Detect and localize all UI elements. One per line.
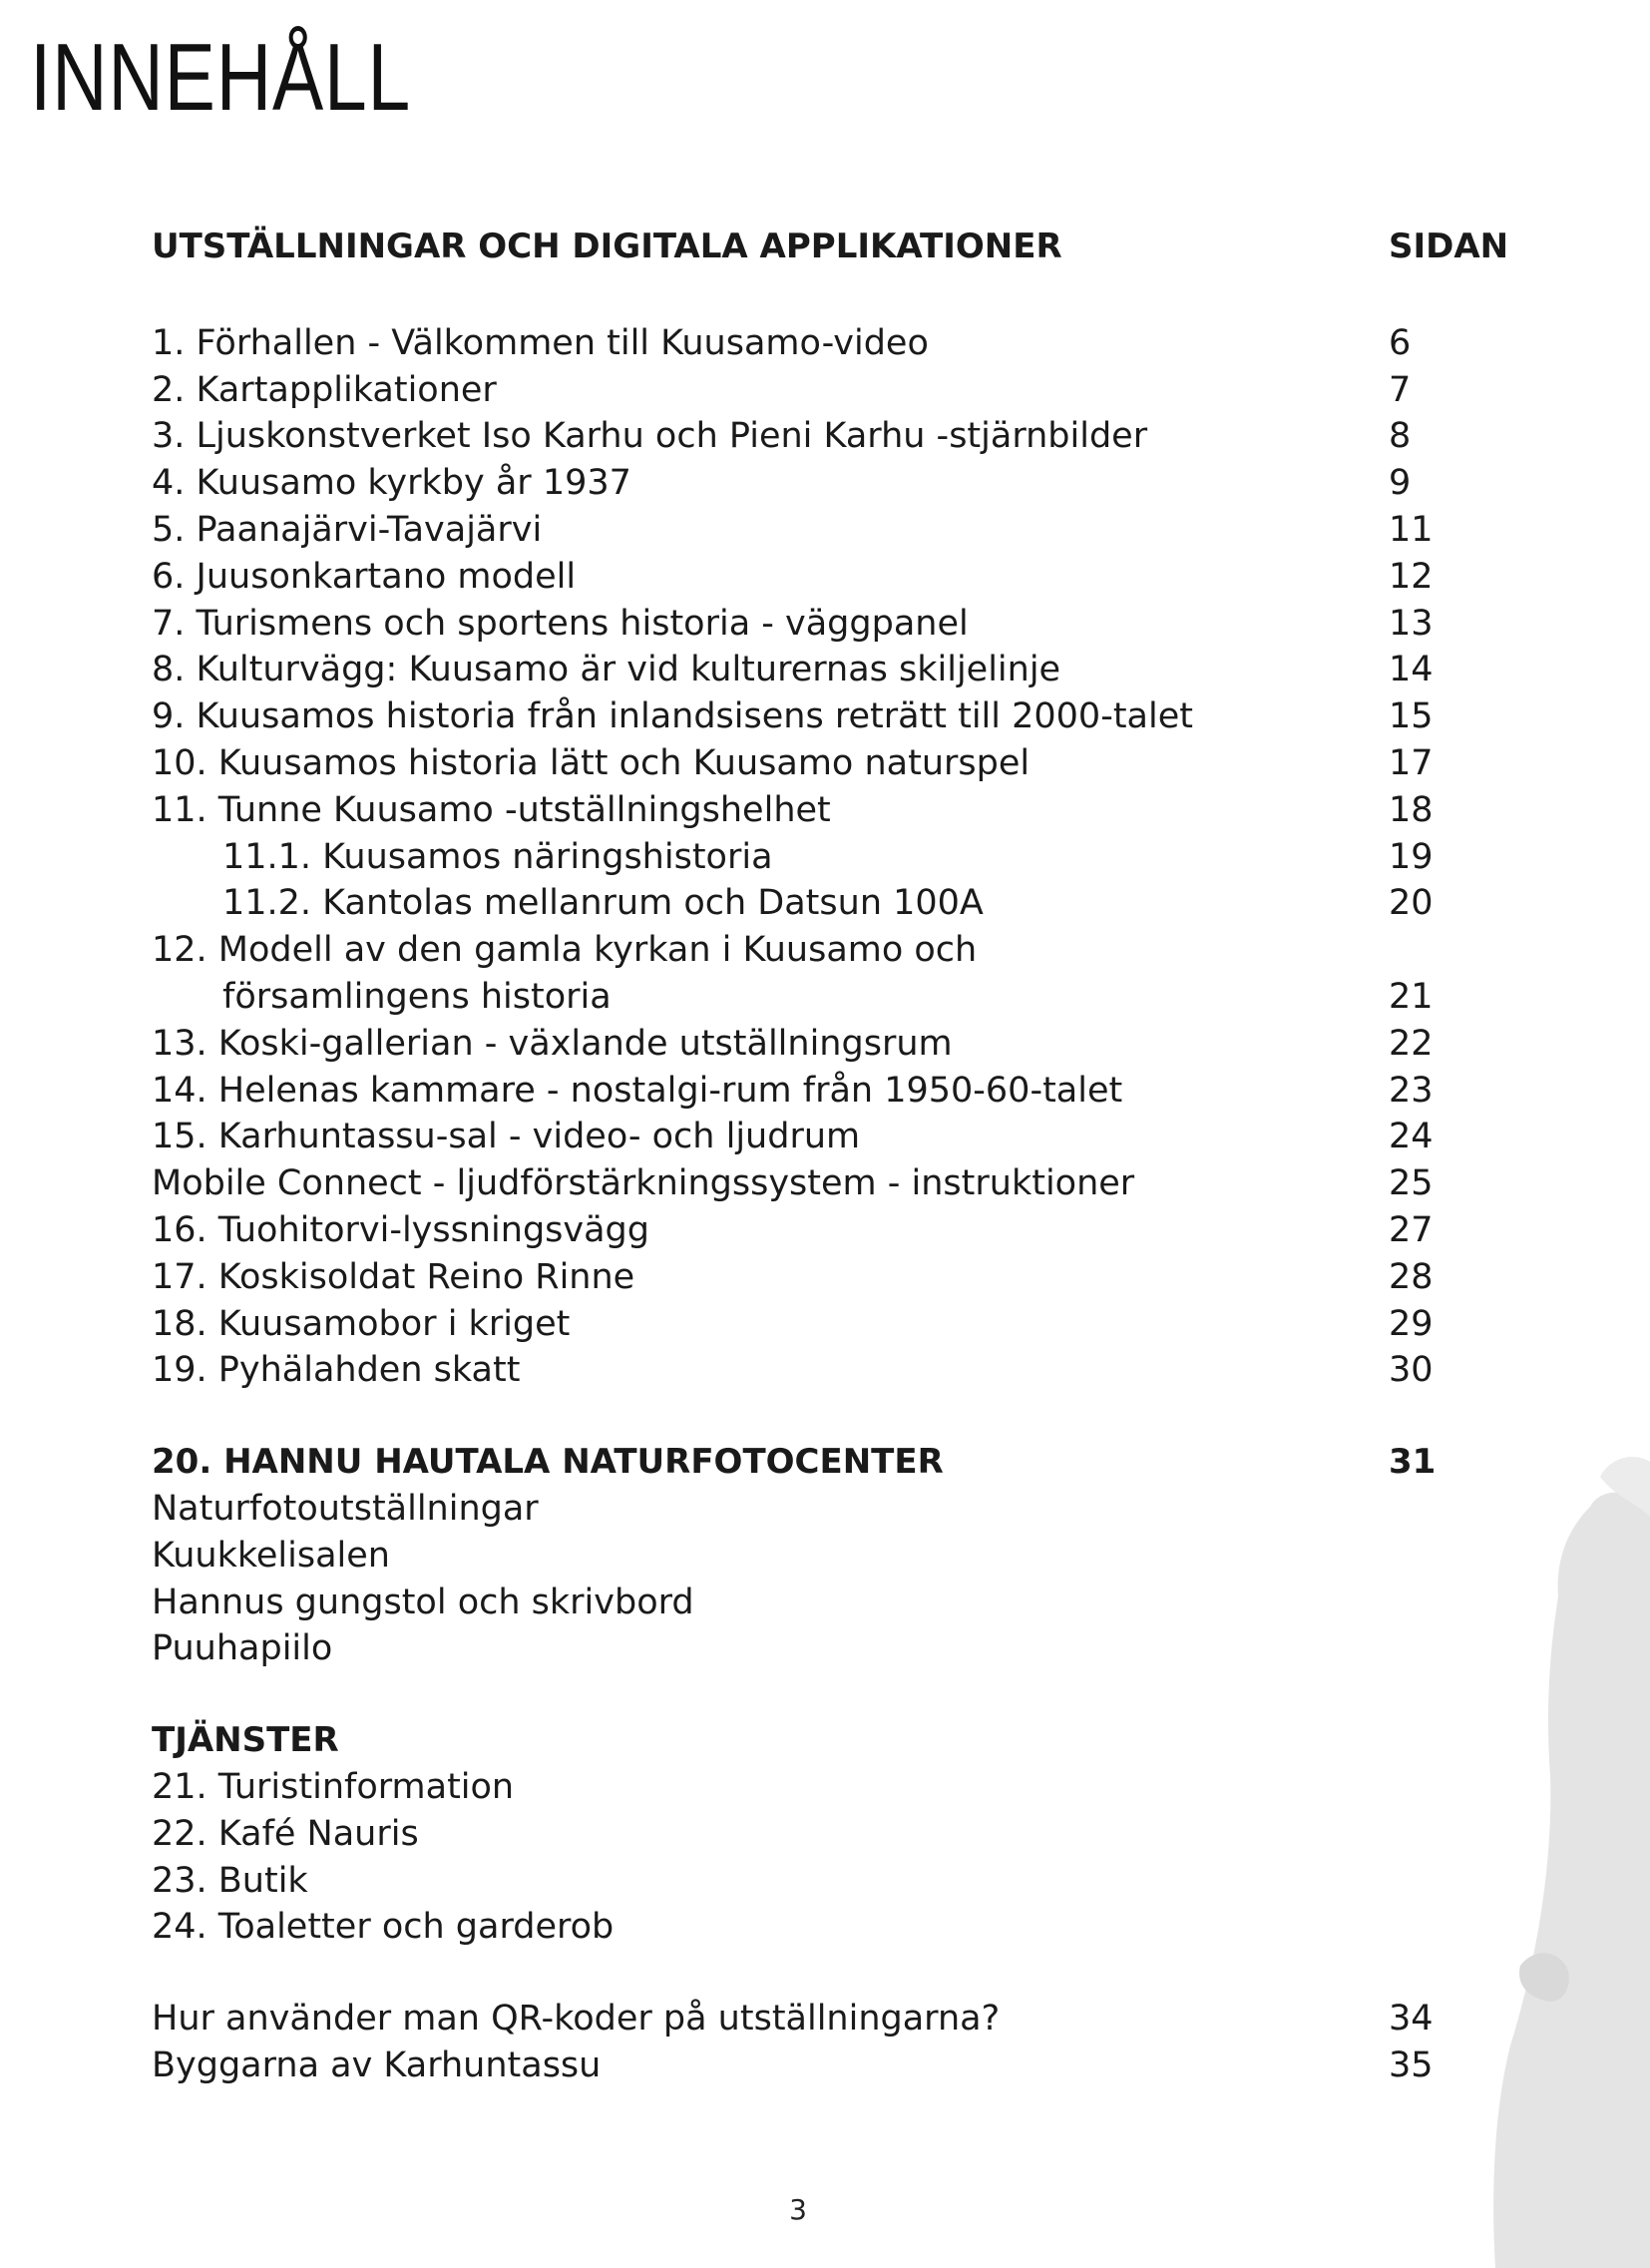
table-of-contents	[152, 224, 1513, 2089]
toc-entry	[152, 1021, 1513, 1068]
toc-page-number: 34	[1389, 1999, 1434, 2040]
toc-page-number: 14	[1389, 650, 1434, 690]
toc-page-number: 8	[1389, 416, 1412, 457]
toc-entry-title: 6. Juusonkartano modell	[152, 556, 577, 597]
toc-page-number: 22	[1389, 1023, 1434, 1064]
toc-entry	[152, 787, 1513, 834]
toc-entry-title: 15. Karhuntassu-sal - video- och ljudrum	[152, 1117, 861, 1157]
section-header-services	[152, 1717, 1513, 1764]
toc-page-number: 25	[1389, 1163, 1434, 1204]
toc-entry-title: 21. Turistinformation	[152, 1766, 515, 1807]
toc-entry	[152, 740, 1513, 787]
toc-page-number: 23	[1389, 1070, 1434, 1111]
toc-page-number: 9	[1389, 463, 1412, 504]
toc-page-number: 31	[1389, 1442, 1437, 1483]
toc-page-number: 17	[1389, 742, 1434, 783]
toc-entry	[152, 1347, 1513, 1394]
toc-entry-title: 11. Tunne Kuusamo -utställningshelhet	[152, 789, 831, 830]
section-header-nature-photo-center	[152, 1439, 1513, 1486]
toc-entry	[152, 460, 1513, 507]
exhibition-list	[152, 320, 1513, 1394]
toc-entry-title: Hur använder man QR-koder på utställningarna?	[152, 1999, 1001, 2040]
toc-page-number: 21	[1389, 976, 1434, 1017]
toc-entry	[152, 601, 1513, 648]
toc-entry	[152, 1533, 1513, 1580]
toc-entry-title: Naturfotoutställningar	[152, 1488, 539, 1529]
toc-entry-title: 12. Modell av den gamla kyrkan i Kuusamo och	[152, 930, 978, 971]
toc-entry	[152, 1160, 1513, 1207]
toc-entry	[152, 647, 1513, 693]
toc-entry	[152, 693, 1513, 740]
page-number: 3	[789, 2193, 807, 2226]
toc-page-number: 28	[1389, 1256, 1434, 1297]
toc-page-number: 30	[1389, 1350, 1434, 1391]
services-list	[152, 1764, 1513, 1951]
toc-entry	[152, 554, 1513, 601]
toc-entry	[152, 1486, 1513, 1533]
toc-entry	[152, 1625, 1513, 1672]
toc-entry-title: Byggarna av Karhuntassu	[152, 2044, 602, 2085]
toc-entry	[152, 1764, 1513, 1811]
toc-entry	[152, 1858, 1513, 1905]
toc-entry-title: 14. Helenas kammare - nostalgi-rum från 1950-60-talet	[152, 1070, 1123, 1111]
toc-entry-title: 23. Butik	[152, 1860, 308, 1901]
toc-entry	[152, 1254, 1513, 1301]
toc-entry-title: 22. Kafé Nauris	[152, 1813, 419, 1854]
toc-entry-title: 16. Tuohitorvi-lyssningsvägg	[152, 1209, 649, 1250]
toc-entry-title: Kuukkelisalen	[152, 1535, 390, 1576]
toc-entry	[152, 974, 1513, 1021]
toc-entry	[152, 413, 1513, 460]
toc-page-number: 27	[1389, 1209, 1434, 1250]
toc-entry-title: 4. Kuusamo kyrkby år 1937	[152, 463, 631, 504]
toc-entry-title: 1. Förhallen - Välkommen till Kuusamo-video	[152, 322, 929, 363]
toc-entry-title: Puuhapiilo	[152, 1628, 333, 1669]
toc-page-number: 15	[1389, 696, 1434, 737]
toc-entry-title: Mobile Connect - ljudförstärkningssystem - instruktioner	[152, 1163, 1135, 1204]
toc-page-number: 19	[1389, 836, 1434, 877]
toc-entry-title: 19. Pyhälahden skatt	[152, 1350, 521, 1391]
toc-entry-title: 18. Kuusamobor i kriget	[152, 1303, 571, 1344]
toc-page-number: 13	[1389, 603, 1434, 644]
toc-entry	[152, 1996, 1513, 2042]
section-heading: UTSTÄLLNINGAR OCH DIGITALA APPLIKATIONER	[152, 227, 1062, 266]
toc-entry-title: 10. Kuusamos historia lätt och Kuusamo naturspel	[152, 742, 1031, 783]
toc-page-number: 35	[1389, 2044, 1434, 2085]
toc-entry-title: 8. Kulturvägg: Kuusamo är vid kulturernas skiljelinje	[152, 650, 1061, 690]
toc-page-number: 12	[1389, 556, 1434, 597]
toc-entry	[152, 1811, 1513, 1858]
toc-page-number: 20	[1389, 883, 1434, 924]
toc-entry-title: 7. Turismens och sportens historia - väggpanel	[152, 603, 969, 644]
toc-entry-title: 2. Kartapplikationer	[152, 369, 497, 410]
toc-entry	[152, 507, 1513, 554]
page-title: INNEHÅLL	[30, 24, 411, 131]
toc-entry	[152, 1207, 1513, 1254]
toc-entry-title: 17. Koskisoldat Reino Rinne	[152, 1256, 635, 1297]
toc-page-number: 24	[1389, 1117, 1434, 1157]
toc-entry	[152, 1904, 1513, 1951]
toc-entry	[152, 1114, 1513, 1160]
toc-entry	[152, 834, 1513, 881]
toc-page-number: 18	[1389, 789, 1434, 830]
toc-entry-title: 11.1. Kuusamos näringshistoria	[222, 836, 773, 877]
nature-photo-list	[152, 1486, 1513, 1672]
toc-entry	[152, 1580, 1513, 1626]
page-column-heading: SIDAN	[1389, 227, 1509, 266]
extra-list	[152, 1996, 1513, 2089]
toc-page-number: 6	[1389, 322, 1412, 363]
toc-page-number: 11	[1389, 509, 1434, 550]
toc-entry-title: församlingens historia	[222, 976, 612, 1017]
toc-entry-title: 24. Toaletter och garderob	[152, 1907, 615, 1948]
toc-entry	[152, 927, 1513, 974]
toc-entry	[152, 320, 1513, 367]
toc-entry-title: 3. Ljuskonstverket Iso Karhu och Pieni Karhu -stjärnbilder	[152, 416, 1148, 457]
section-heading: 20. HANNU HAUTALA NATURFOTOCENTER	[152, 1442, 944, 1483]
toc-entry	[152, 2042, 1513, 2089]
toc-entry-title: Hannus gungstol och skrivbord	[152, 1582, 694, 1622]
toc-entry	[152, 367, 1513, 414]
toc-page-number: 29	[1389, 1303, 1434, 1344]
toc-entry	[152, 1068, 1513, 1115]
section-header-exhibitions	[152, 224, 1513, 270]
toc-entry-title: 9. Kuusamos historia från inlandsisens reträtt till 2000-talet	[152, 696, 1193, 737]
toc-entry-title: 11.2. Kantolas mellanrum och Datsun 100A	[222, 883, 984, 924]
toc-entry	[152, 880, 1513, 927]
toc-entry	[152, 1301, 1513, 1348]
section-heading: TJÄNSTER	[152, 1720, 339, 1761]
toc-page-number: 7	[1389, 369, 1412, 410]
toc-entry-title: 5. Paanajärvi-Tavajärvi	[152, 509, 543, 550]
toc-entry-title: 13. Koski-gallerian - växlande utställningsrum	[152, 1023, 953, 1064]
